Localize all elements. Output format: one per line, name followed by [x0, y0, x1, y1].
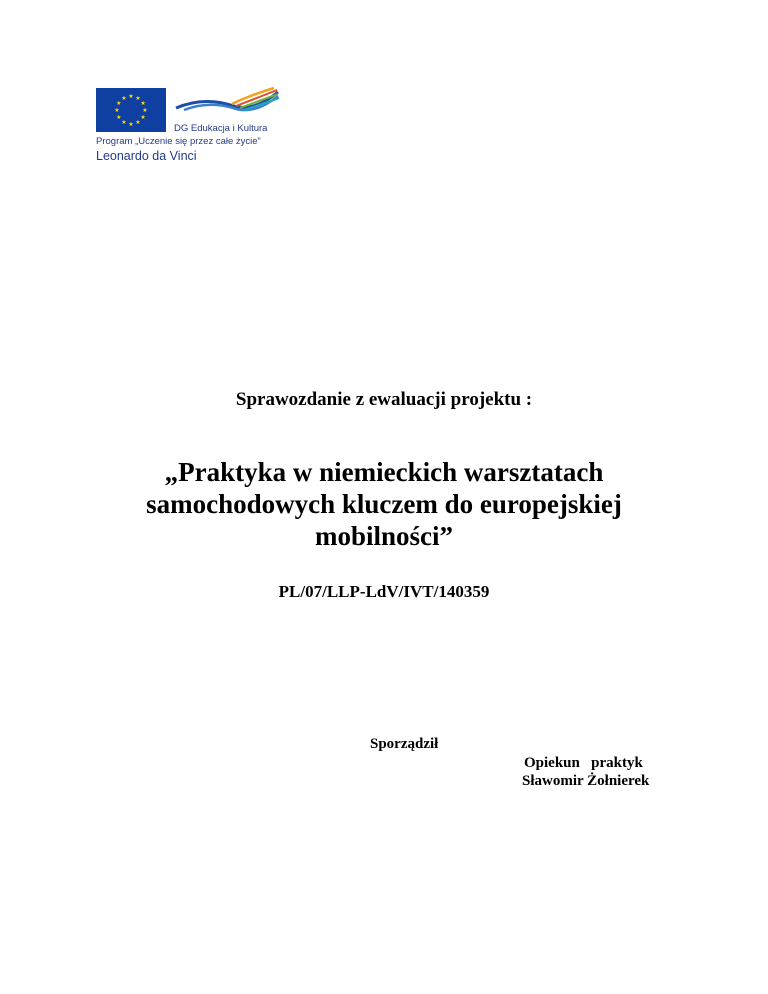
eu-star-icon: ★ [121, 119, 127, 127]
eu-star-icon: ★ [135, 119, 141, 127]
prepared-by-label: Sporządził [370, 736, 439, 752]
eu-flag-icon [96, 88, 166, 132]
logo-program-name: Leonardo da Vinci [96, 149, 197, 163]
eu-star-icon: ★ [142, 107, 148, 114]
eu-star-icon: ★ [140, 100, 146, 107]
eu-star-icon: ★ [128, 93, 134, 100]
eu-star-icon: ★ [116, 114, 122, 121]
eu-star-icon: ★ [140, 114, 146, 121]
lifelong-learning-swoosh-icon [174, 86, 280, 122]
project-title: „Praktyka w niemieckich warsztatach samochodowych kluczem do europejskiej mobilności” [146, 457, 622, 551]
supervisor-role: Opiekun praktyk [524, 755, 643, 771]
supervisor-name: Sławomir Żołnierek [522, 773, 650, 789]
logo-program-line: Program „Uczenie się przez całe życie” [96, 136, 261, 147]
eu-star-icon: ★ [114, 107, 120, 114]
report-heading: Sprawozdanie z ewaluacji projektu : [235, 389, 533, 410]
eu-star-icon: ★ [128, 121, 134, 128]
eu-star-icon: ★ [116, 100, 122, 107]
eu-star-icon: ★ [121, 94, 127, 102]
logo-org-line: DG Edukacja i Kultura [174, 123, 268, 134]
leonardo-da-vinci-logo [96, 86, 296, 166]
eu-star-icon: ★ [135, 94, 141, 102]
project-code: PL/07/LLP-LdV/IVT/140359 [278, 582, 490, 601]
